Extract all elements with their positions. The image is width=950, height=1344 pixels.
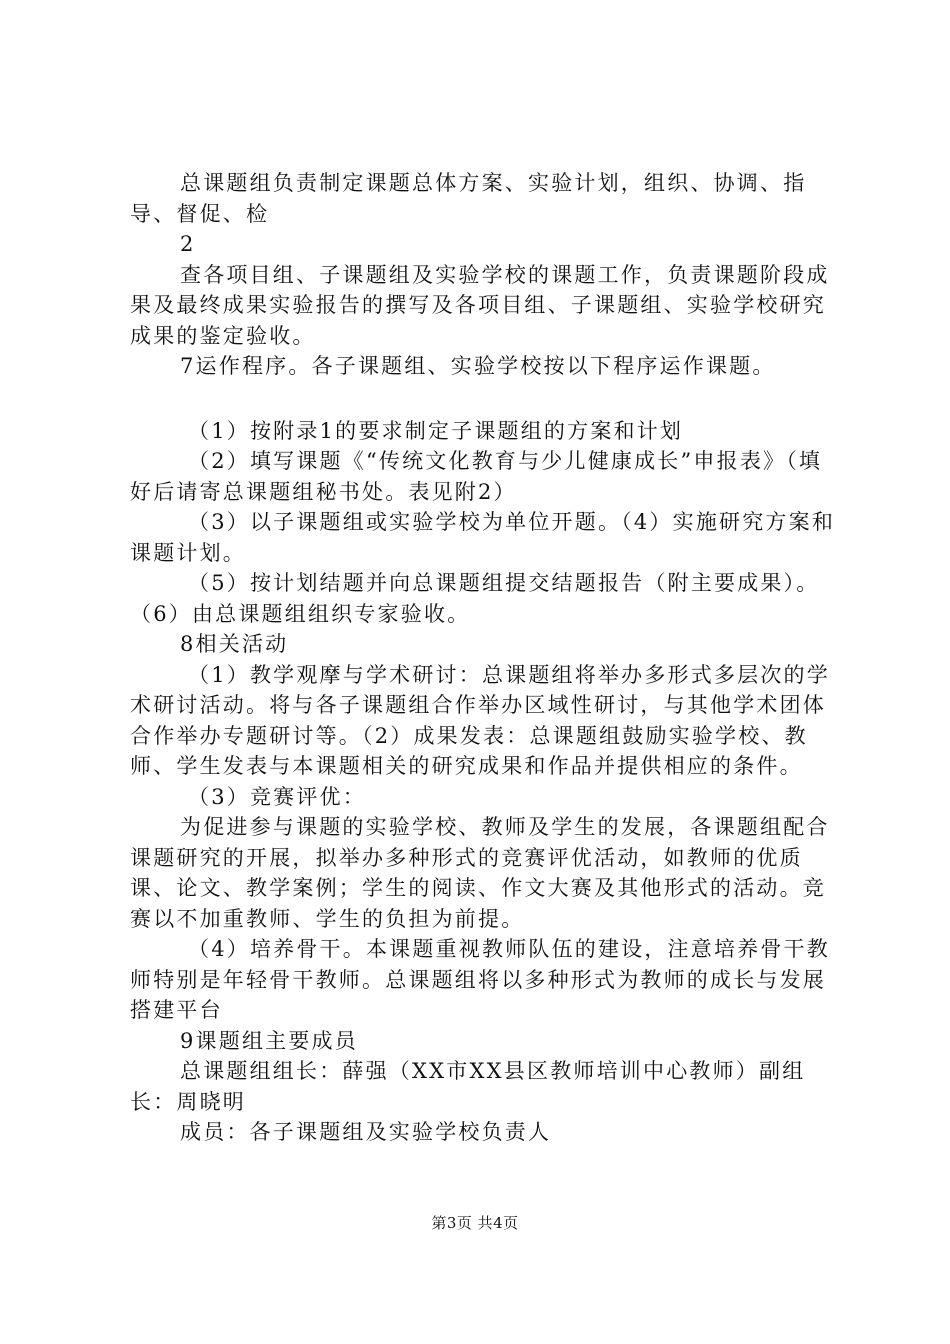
paragraph-13-activity-4: （4）培养骨干。本课题重视教师队伍的建设，注意培养骨干教师特别是年轻骨干教师。总课题组将以多种形式为教师的成长与发展搭建平台 — [130, 937, 830, 1022]
paragraph-10-activity-1-2: （1）教学观摩与学术研讨：总课题组将举办多形式多层次的学术研讨活动。将与各子课题组合作举办区域性研讨，与其他学术团体合作举办专题研讨等。（2）成果发表：总课题组鼓励实验学校、教师、学生发表与本课题相关的研究成果和作品并提供相应的条件。 — [130, 662, 830, 778]
paragraph-5-step-1: （1）按附录1的要求制定子课题组的方案和计划 — [188, 418, 684, 443]
paragraph-12: 为促进参与课题的实验学校、教师及学生的发展，各课题组配合课题研究的开展，拟举办多种形式的竞赛评优活动，如教师的优质课、论文、教学案例；学生的阅读、作文大赛及其他形式的活动。竞赛以不加重教师、学生的负担为前提。 — [130, 815, 830, 931]
document-body — [130, 168, 838, 1148]
paragraph-8-step-5-6: （5）按计划结题并向总课题组提交结题报告（附主要成果）。（6）由总课题组组织专家验收。 — [130, 571, 820, 626]
paragraph-7-step-3-4: （3）以子课题组或实验学校为单位开题。（4）实施研究方案和课题计划。 — [130, 510, 836, 565]
paragraph-11-activity-3: （3）竞赛评优： — [188, 784, 366, 809]
paragraph-3: 查各项目组、子课题组及实验学校的课题工作，负责课题阶段成果及最终成果实验报告的撰写及各项目组、子课题组、实验学校研究成果的鉴定验收。 — [130, 262, 830, 348]
page-footer: 第3页 共4页 — [431, 1214, 519, 1232]
paragraph-1: 总课题组负责制定课题总体方案、实验计划，组织、协调、指导、督促、检 — [130, 171, 807, 226]
paragraph-15-leaders: 总课题组组长：薛强（XX市XX县区教师培训中心教师）副组长：周晓明 — [130, 1059, 806, 1114]
paragraph-14-section-9: 9课题组主要成员 — [180, 1028, 358, 1053]
paragraph-4-section-7: 7运作程序。各子课题组、实验学校按以下程序运作课题。 — [180, 354, 776, 378]
paragraph-6-step-2: （2）填写课题《“传统文化教育与少儿健康成长”申报表》（填好后请寄总课题组秘书处。表见附2） — [130, 449, 823, 504]
paragraph-16-members: 成员：各子课题组及实验学校负责人 — [180, 1120, 552, 1144]
paragraph-2-page-number: 2 — [180, 232, 196, 256]
paragraph-9-section-8: 8相关活动 — [180, 632, 289, 656]
